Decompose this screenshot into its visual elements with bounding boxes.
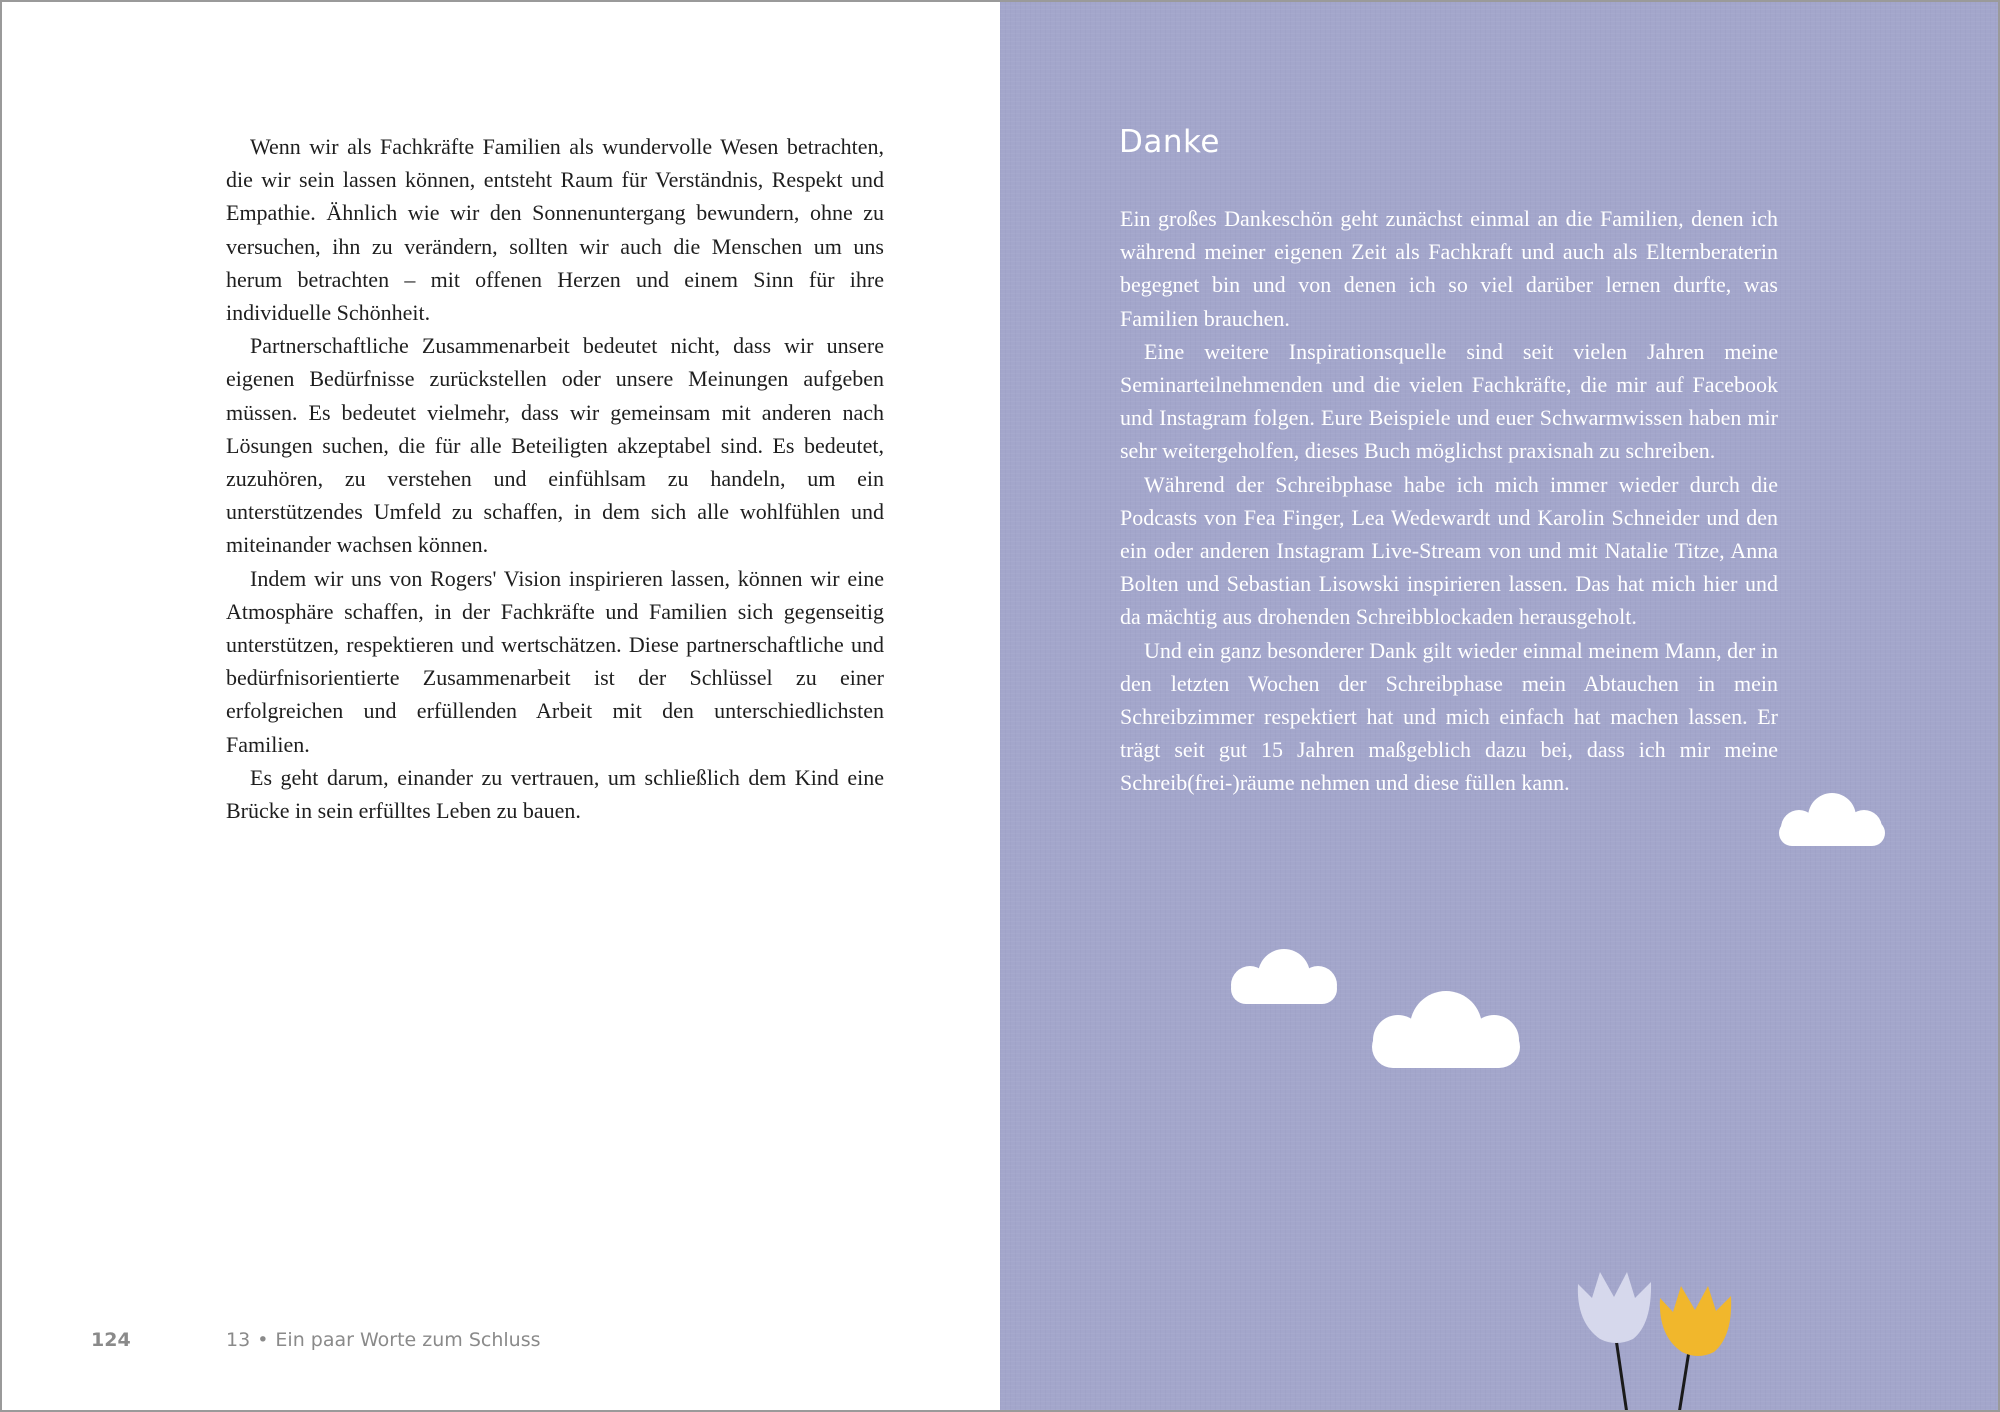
tulip-yellow-icon (1660, 1286, 1731, 1356)
cloud-icon (1372, 991, 1520, 1068)
left-paragraph-2: Partnerschaftliche Zusammenarbeit bedeutet nicht, dass wir unsere eigenen Bedürfnisse zurückstellen oder unsere Meinungen aufgeben müssen. Es bedeutet vielmehr, dass wir gemeinsam mit anderen nach Lösungen suchen, die für alle Beteiligten akzeptabel sind. Es bedeutet, zuzuhören, zu verstehen und einfühlsam zu handeln, um ein unterstützendes Umfeld zu schaffen, in dem sich alle wohlfühlen und miteinander wachsen können. (226, 333, 884, 558)
right-paragraph-2: Eine weitere Inspirationsquelle sind seit vielen Jahren meine Seminarteilnehmenden und die vielen Fachkräfte, die mir auf Facebook und Instagram folgen. Eure Beispiele und euer Schwarmwissen haben mir sehr weitergeholfen, dieses Buch möglichst praxisnah zu schreiben. (1120, 338, 1778, 464)
running-head-separator: • (257, 1329, 269, 1351)
illustration-layer (2, 2, 2000, 1412)
right-paragraph-4: Und ein ganz besonderer Dank gilt wieder einmal meinem Mann, der in den letzten Wochen der Schreibphase mein Abtauchen in mein Schreibzimmer respektiert hat und mich einfach hat machen lassen. Er trägt seit gut 15 Jahren maßgeblich dazu bei, dass ich mir meine Schreib(frei-)räume nehmen und diese füllen kann. (1120, 637, 1778, 796)
left-paragraph-1: Wenn wir als Fachkräfte Familien als wundervolle Wesen betrachten, die wir sein lassen können, entsteht Raum für Verständnis, Respekt und Empathie. Ähnlich wie wir den Sonnenuntergang bewundern, ohne zu versuchen, ihn zu verändern, sollten wir auch die Menschen um uns herum betrachten – mit offenen Herzen und einem Sinn für ihre individuelle Schönheit. (226, 134, 884, 326)
chapter-number: 13 (226, 1329, 251, 1351)
page-title: Danke (1119, 124, 1220, 160)
cloud-icon (1779, 793, 1885, 846)
cloud-icon (1231, 949, 1337, 1004)
chapter-title: Ein paar Worte zum Schluss (275, 1329, 541, 1351)
right-paragraph-3: Während der Schreibphase habe ich mich immer wieder durch die Podcasts von Fea Finger, Lea Wedewardt und Karolin Schneider und den ein oder anderen Instagram Live-Stream von und mit Natalie Titze, Anna Bolten und Sebastian Lisowski inspirieren lassen. Das hat mich hier und da mächtig aus drohenden Schreibblockaden herausgeholt. (1120, 471, 1778, 630)
page-number: 124 (91, 1329, 131, 1351)
left-paragraph-3: Indem wir uns von Rogers' Vision inspirieren lassen, können wir eine Atmosphäre schaffen, in der Fachkräfte und Familien sich gegenseitig unterstützen, respektieren und wertschätzen. Diese partnerschaftliche und bedürfnisorientierte Zusammenarbeit ist der Schlüssel zu einer erfolgreichen und erfüllenden Arbeit mit den unterschiedlichsten Familien. (226, 565, 884, 757)
tulip-lilac-icon (1578, 1272, 1651, 1343)
left-paragraph-4: Es geht darum, einander zu vertrauen, um schließlich dem Kind eine Brücke in sein erfülltes Leben zu bauen. (226, 764, 884, 824)
right-paragraph-1: Ein großes Dankeschön geht zunächst einmal an die Familien, denen ich während meiner eigenen Zeit als Fachkraft und auch als Elternberaterin begegnet bin und von denen ich so viel darüber lernen durfte, was Familien brauchen. (1120, 206, 1778, 331)
